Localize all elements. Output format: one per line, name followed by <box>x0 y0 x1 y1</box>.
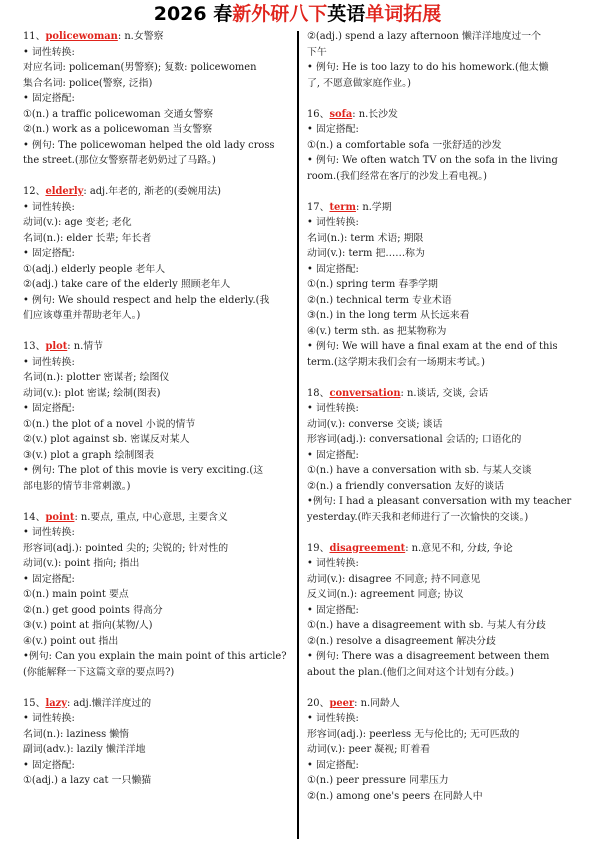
entry-heading <box>23 339 291 355</box>
vocab-entry-elderly <box>23 184 291 324</box>
entry-heading <box>23 184 291 200</box>
entry-line: 副词(adv.): lazily 懒洋洋地 <box>23 744 146 755</box>
entry-line: ①(n.) have a disagreement with sb. 与某人有分歧 <box>307 620 546 631</box>
entry-line: ②(n.) resolve a disagreement 解决分歧 <box>307 635 496 647</box>
vocab-entry-disagreement <box>307 541 575 681</box>
right-entries <box>307 107 575 805</box>
entry-line: ②(adj.) spend a lazy afternoon 懒洋洋地度过一个 <box>307 31 541 42</box>
entry-definition: : n.学期 <box>355 201 392 213</box>
entry-line: ①(adj.) a lazy cat 一只懒猫 <box>23 775 152 786</box>
entry-line: •例句: I had a pleasant conversation with my teacher <box>307 496 572 507</box>
entry-line: ①(n.) a comfortable sofa 一张舒适的沙发 <box>307 139 502 151</box>
entry-line: • 词性转换: <box>307 217 359 228</box>
entry-line: 动词(v.): peer 凝视; 盯着看 <box>307 744 431 755</box>
entry-line: • 固定搭配: <box>23 403 75 414</box>
entry-line: •例句: Can you explain the main point of this article? <box>23 651 287 662</box>
entry-line: 动词(v.): converse 交谈; 谈话 <box>307 418 443 430</box>
entry-line: • 固定搭配: <box>23 93 75 104</box>
entry-line: • 词性转换: <box>307 558 359 569</box>
entry-line: ②(n.) technical term 专业术语 <box>307 294 452 306</box>
entry-number: 17、 <box>307 201 330 213</box>
headword: peer <box>329 697 355 709</box>
entry-line: • 例句: He is too lazy to do his homework.(他太懒 <box>307 62 549 73</box>
entry-continuation <box>307 29 575 91</box>
entry-line: 动词(v.): age 变老; 老化 <box>23 217 132 228</box>
entry-line: • 词性转换: <box>307 403 359 414</box>
entry-line: • 固定搭配: <box>307 263 359 275</box>
entry-line: ①(n.) have a conversation with sb. 与某人交谈 <box>307 465 532 476</box>
entry-line: • 词性转换: <box>307 713 359 724</box>
headword: plot <box>45 341 68 352</box>
entry-number: 16、 <box>307 108 330 120</box>
vocab-entry-conversation <box>307 386 575 526</box>
entry-line: term.(这学期末我们会有一场期末考试。) <box>307 356 485 368</box>
entry-line: yesterday.(昨天我和老师进行了一次愉快的交谈。) <box>307 511 529 523</box>
entry-line: ①(adj.) elderly people 老年人 <box>23 263 166 275</box>
entry-line: ③(v.) point at 指向(某物/人) <box>23 620 153 631</box>
entry-line: ①(n.) the plot of a novel 小说的情节 <box>23 418 196 430</box>
entry-line: 形容词(adj.): pointed 尖的; 尖锐的; 针对性的 <box>23 542 229 554</box>
entry-number: 15、 <box>23 697 46 709</box>
entry-line: (你能解释一下这篇文章的要点吗?) <box>23 666 175 678</box>
headword: lazy <box>45 697 67 709</box>
entry-line: 们应该尊重并帮助老年人。) <box>23 310 141 321</box>
right-column <box>307 29 575 820</box>
vocab-entry-term <box>307 200 575 371</box>
entry-line: 反义词(n.): agreement 同意; 协议 <box>307 589 464 600</box>
entry-line: ③(v.) plot a graph 绘制图表 <box>23 449 155 461</box>
entry-heading <box>307 107 575 123</box>
entry-line: • 词性转换: <box>23 356 75 368</box>
vocab-entry-sofa <box>307 107 575 185</box>
entry-line: • 词性转换: <box>23 527 75 538</box>
headword: sofa <box>329 108 353 120</box>
headword: conversation <box>329 387 401 399</box>
entry-number: 19、 <box>307 542 330 554</box>
left-column <box>23 29 291 804</box>
entry-line: • 固定搭配: <box>307 604 359 616</box>
entry-line: • 例句: The plot of this movie is very exciting.(这 <box>23 465 264 476</box>
vocab-entry-point <box>23 510 291 681</box>
entry-line: ②(adj.) take care of the elderly 照顾老年人 <box>23 279 231 290</box>
entry-number: 12、 <box>23 186 46 197</box>
entry-line: 形容词(adj.): peerless 无与伦比的; 无可匹敌的 <box>307 728 520 740</box>
entry-line: • 例句: We should respect and help the elderly.(我 <box>23 294 270 306</box>
entry-definition: : n.情节 <box>67 341 103 352</box>
vocab-entry-lazy <box>23 696 291 789</box>
entry-line: 名词(n.): laziness 懒惰 <box>23 728 130 740</box>
entry-number: 18、 <box>307 387 330 399</box>
entry-line: • 固定搭配: <box>23 573 75 585</box>
entry-line: 部电影的情节非常刺激。) <box>23 480 131 492</box>
entry-line: ①(n.) main point 要点 <box>23 589 129 600</box>
entry-line: ②(n.) a friendly conversation 友好的谈话 <box>307 480 505 492</box>
entry-definition: : n.同龄人 <box>354 697 400 709</box>
vocab-entry-plot <box>23 339 291 494</box>
entry-line: ①(n.) peer pressure 同辈压力 <box>307 775 449 786</box>
headword: disagreement <box>329 542 406 554</box>
entry-line: room.(我们经常在客厅的沙发上看电视。) <box>307 170 487 182</box>
entry-line: 名词(n.): term 术语; 期限 <box>307 232 424 244</box>
entry-line: ①(n.) a traffic policewoman 交通女警察 <box>23 108 214 120</box>
entry-line: 对应名词: policeman(男警察); 复数: policewomen <box>23 62 257 73</box>
entry-line: • 例句: There was a disagreement between them <box>307 651 550 662</box>
entry-number: 13、 <box>23 341 46 352</box>
entry-line: 名词(n.): elder 长辈; 年长者 <box>23 232 152 244</box>
entry-line: 下午 <box>307 46 327 58</box>
entry-line: • 词性转换: <box>23 201 75 213</box>
entry-line: • 例句: The policewoman helped the old lady cross <box>23 139 275 151</box>
entry-line: ①(n.) spring term 春季学期 <box>307 279 438 290</box>
entry-definition: : n.女警察 <box>117 31 164 42</box>
entry-line: ④(v.) point out 指出 <box>23 635 119 647</box>
entry-heading <box>307 386 575 402</box>
column-divider <box>297 31 299 839</box>
entry-line: • 词性转换: <box>23 46 75 58</box>
headword: point <box>45 511 75 523</box>
entry-line: 动词(v.): term 把……称为 <box>307 248 425 259</box>
entry-number: 20、 <box>307 697 330 709</box>
entry-line: 形容词(adj.): conversational 会话的; 口语化的 <box>307 434 522 445</box>
entry-line: ②(n.) get good points 得高分 <box>23 604 163 616</box>
title-textbook: 新外研八下 <box>232 3 328 25</box>
headword: elderly <box>45 186 84 197</box>
entry-definition: : n.要点, 重点, 中心意思, 主要含义 <box>74 511 228 523</box>
title-topic: 单词拓展 <box>365 3 442 25</box>
entry-heading <box>23 29 291 45</box>
entry-line: ②(n.) work as a policewoman 当女警察 <box>23 124 213 135</box>
entry-heading <box>307 200 575 216</box>
entry-line: ②(v.) plot against sb. 密谋反对某人 <box>23 434 190 445</box>
vocab-entry-policewoman <box>23 29 291 169</box>
entry-number: 14、 <box>23 511 46 523</box>
entry-line: ②(n.) among one's peers 在同龄人中 <box>307 790 483 802</box>
entry-line: • 固定搭配: <box>307 124 359 135</box>
title-year: 2026 春 <box>153 3 233 25</box>
entry-line: ③(n.) in the long term 从长远来看 <box>307 310 470 321</box>
entry-heading <box>23 696 291 712</box>
entry-line: • 例句: We will have a final exam at the end of this <box>307 341 558 352</box>
entry-line: 动词(v.): disagree 不同意; 持不同意见 <box>307 573 481 585</box>
entry-line: the street.(那位女警察帮老奶奶过了马路。) <box>23 155 216 166</box>
entry-line: • 词性转换: <box>23 713 75 724</box>
entry-heading <box>23 510 291 526</box>
entry-number: 11、 <box>23 31 46 42</box>
entry-line: • 固定搭配: <box>307 449 359 461</box>
entry-line: 名词(n.): plotter 密谋者; 绘图仪 <box>23 372 170 383</box>
entry-line: • 固定搭配: <box>307 759 359 771</box>
entry-definition: : n.谈话, 交谈, 会话 <box>400 387 489 399</box>
entry-definition: : adj.年老的, 渐老的(委婉用法) <box>83 186 221 197</box>
entry-definition: : n.意见不和, 分歧, 争论 <box>405 542 513 554</box>
headword: policewoman <box>45 31 118 42</box>
entry-line: • 例句: We often watch TV on the sofa in the living <box>307 155 558 166</box>
vocab-entry-peer <box>307 696 575 805</box>
entry-definition: : n.长沙发 <box>352 108 398 120</box>
title-subject: 英语 <box>327 3 366 25</box>
entry-definition: : adj.懒洋洋度过的 <box>66 697 152 709</box>
entry-line: 了, 不愿意做家庭作业。) <box>307 77 411 89</box>
entry-line: 动词(v.): point 指向; 指出 <box>23 558 140 569</box>
entry-line: • 固定搭配: <box>23 248 75 259</box>
entry-line: about the plan.(他们之间对这个计划有分歧。) <box>307 666 514 678</box>
headword: term <box>329 201 356 213</box>
entry-heading <box>307 696 575 712</box>
entry-line: 集合名词: police(警察, 泛指) <box>23 77 153 89</box>
entry-line: • 固定搭配: <box>23 759 75 771</box>
entry-line: 动词(v.): plot 密谋; 绘制(图表) <box>23 387 161 399</box>
entry-line: ④(v.) term sth. as 把某物称为 <box>307 325 447 337</box>
entry-heading <box>307 541 575 557</box>
page-title <box>0 2 595 26</box>
